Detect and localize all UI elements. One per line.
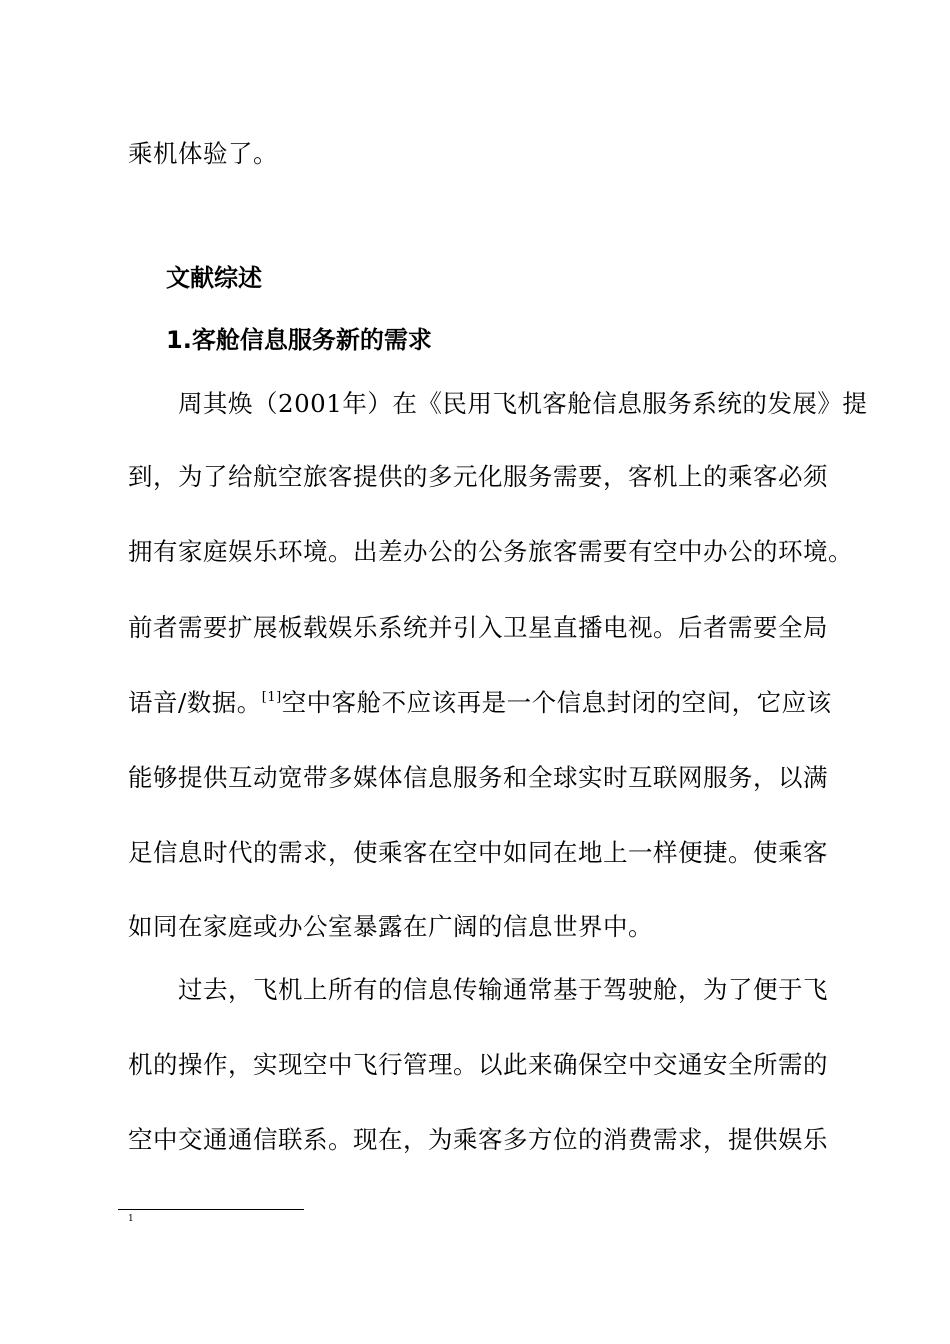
paragraph-1-line-5	[128, 688, 832, 718]
line-5-text-after: 空中客舱不应该再是一个信息封闭的空间，它应该	[281, 688, 832, 717]
footnote-divider	[118, 1209, 304, 1210]
paragraph-2-line-3: 空中交通通信联系。现在，为乘客多方位的消费需求，提供娱乐	[128, 1125, 828, 1154]
paragraph-1-first-line: 周其焕（2001年）在《民用飞机客舱信息服务系统的发展》提	[178, 389, 868, 418]
section-heading: 文献综述	[166, 264, 262, 292]
paragraph-1-line-3: 拥有家庭娱乐环境。出差办公的公务旅客需要有空中办公的环境。	[128, 537, 853, 566]
paragraph-1-line-8: 如同在家庭或办公室暴露在广阔的信息世界中。	[128, 912, 653, 941]
paragraph-1-line-2: 到，为了给航空旅客提供的多元化服务需要，客机上的乘客必须	[128, 462, 828, 491]
line-5-text-before: 语音/数据。	[128, 688, 262, 717]
paragraph-2-first-line: 过去，飞机上所有的信息传输通常基于驾驶舱，为了便于飞	[178, 975, 828, 1004]
citation-ref: [1]	[261, 690, 282, 705]
paragraph-2-line-2: 机的操作，实现空中飞行管理。以此来确保空中交通安全所需的	[128, 1050, 828, 1079]
paragraph-1-line-7: 足信息时代的需求，使乘客在空中如同在地上一样便捷。使乘客	[128, 838, 828, 867]
text-line-continuation: 乘机体验了。	[128, 139, 278, 168]
paragraph-1-line-6: 能够提供互动宽带多媒体信息服务和全球实时互联网服务，以满	[128, 763, 828, 792]
paragraph-1-line-4: 前者需要扩展板载娱乐系统并引入卫星直播电视。后者需要全局	[128, 613, 828, 642]
subsection-heading: 1.客舱信息服务新的需求	[166, 326, 432, 354]
footnote-mark: 1	[128, 1214, 134, 1224]
